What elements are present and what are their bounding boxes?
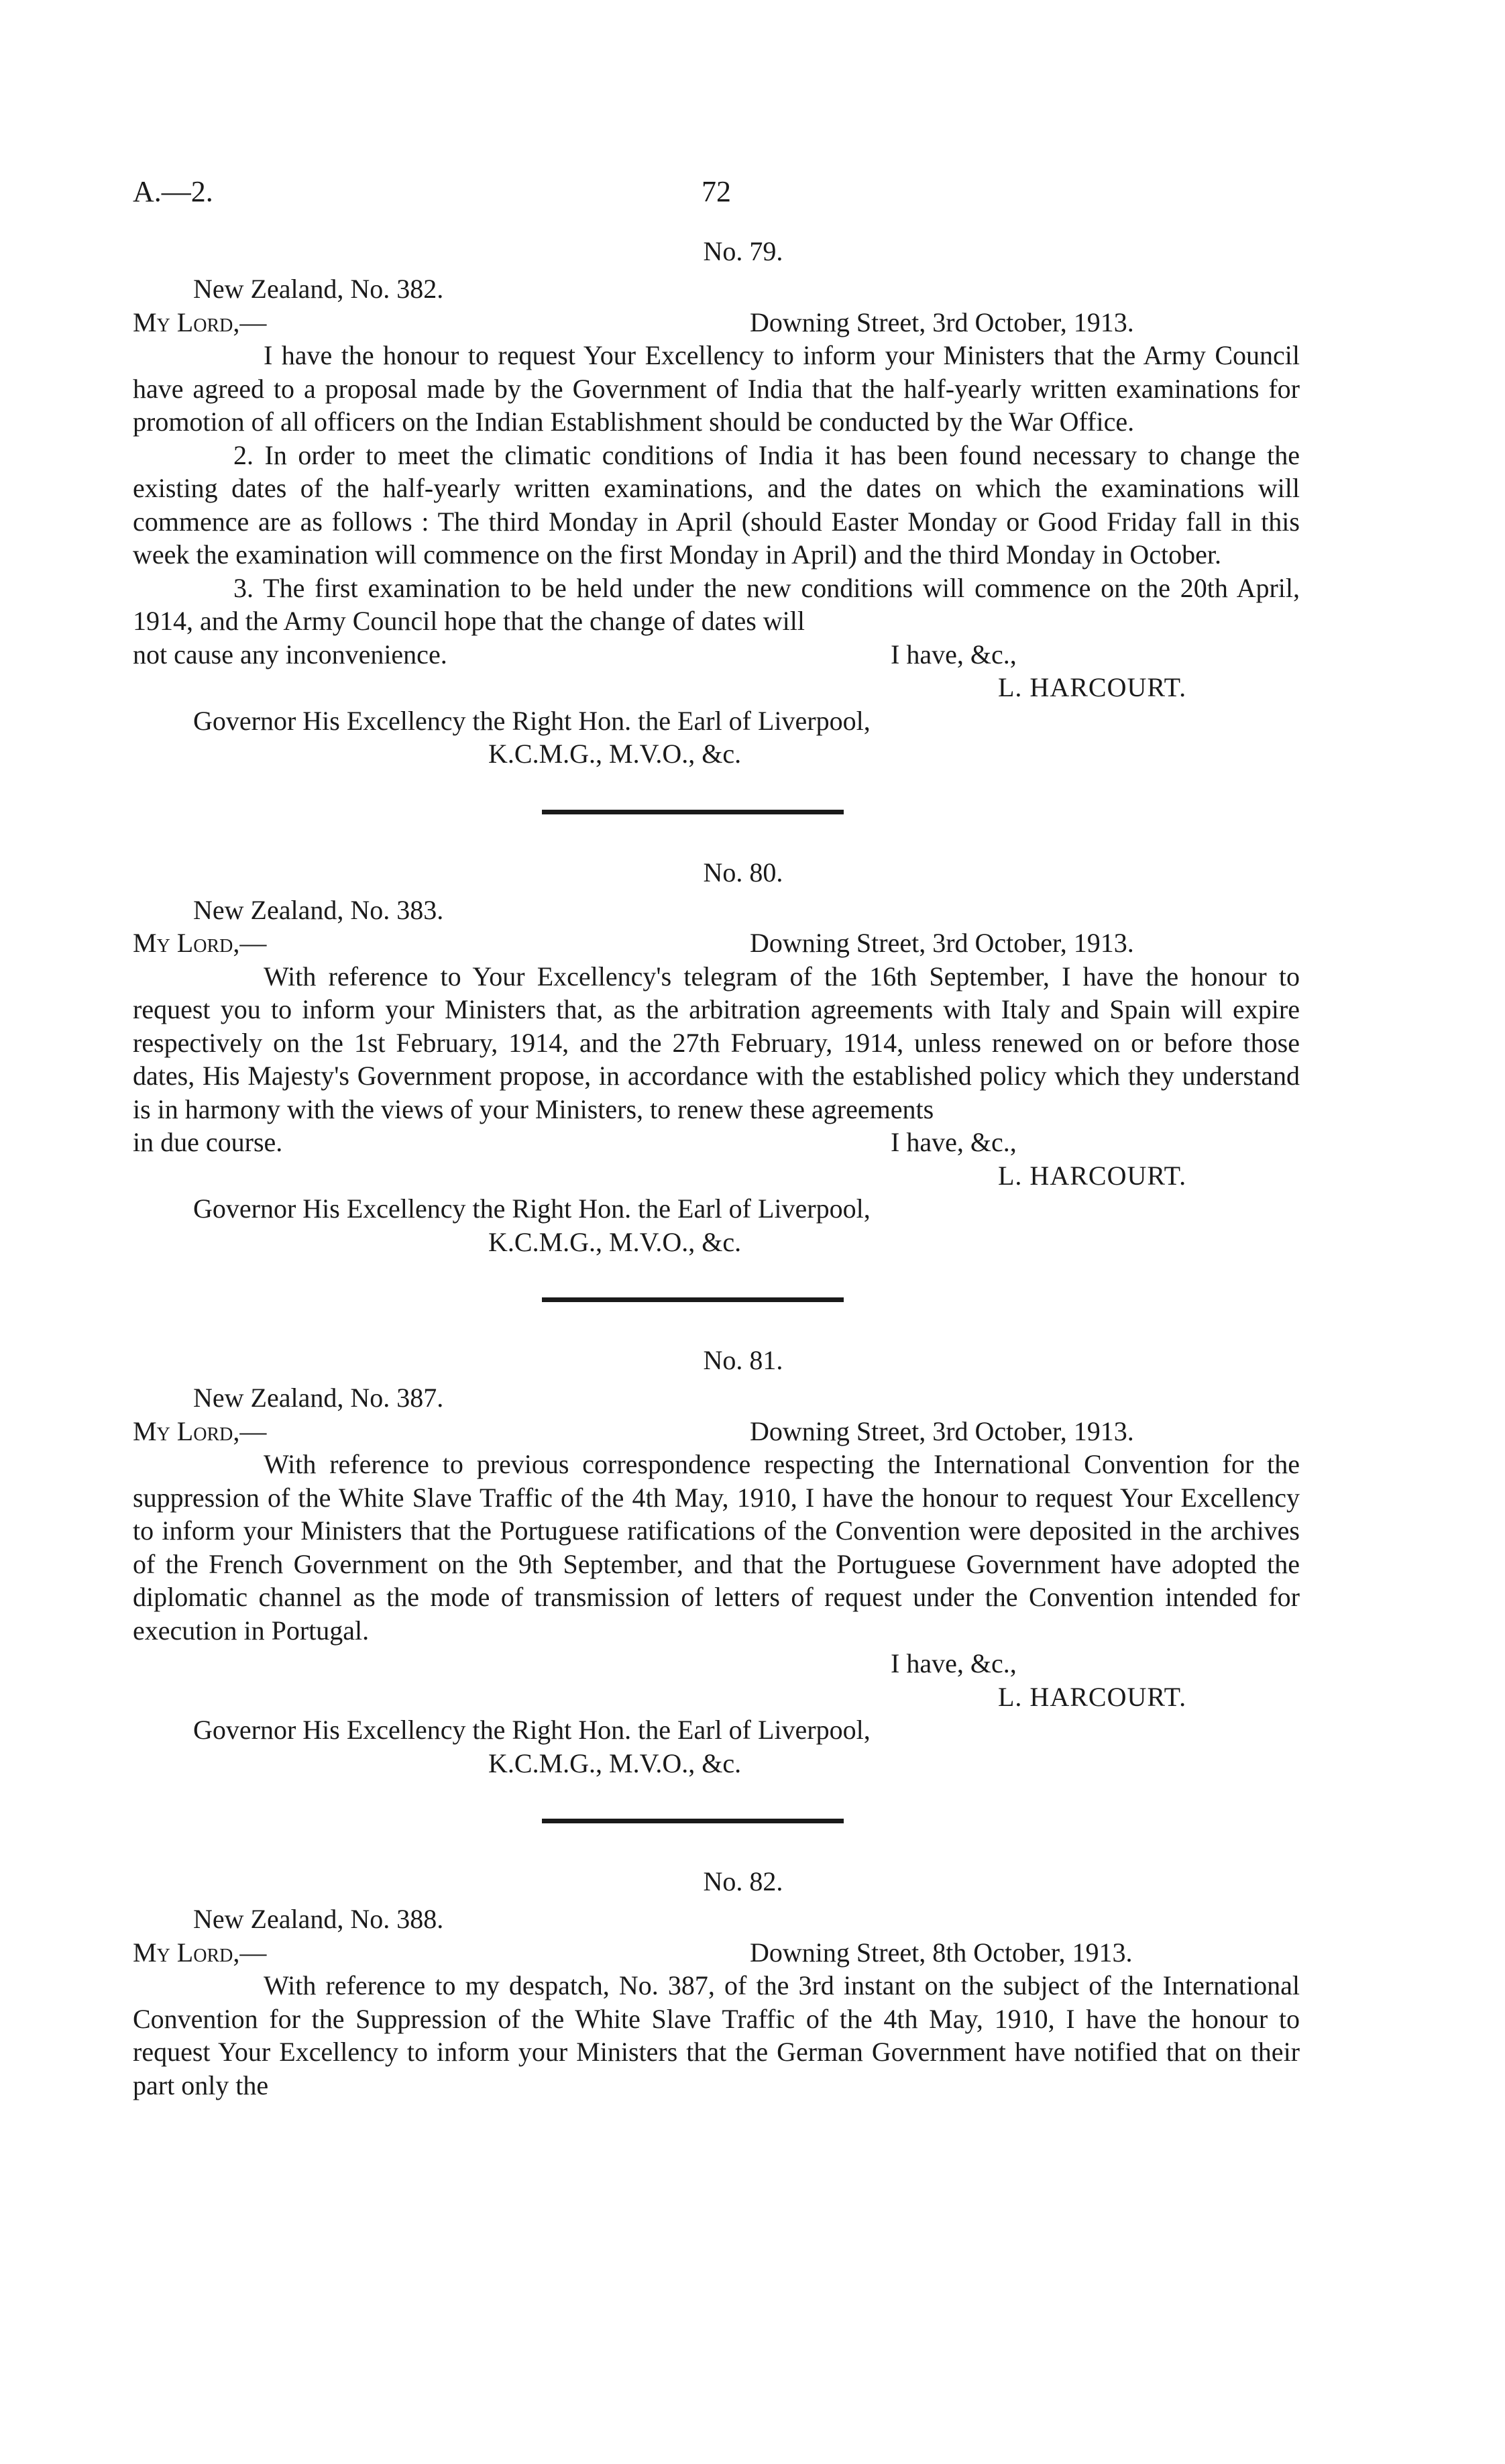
section-divider xyxy=(542,810,844,814)
paragraph: With reference to my despatch, No. 387, of the 3rd instant on the subject of the International Convention for the Suppression of the White Slave Traffic of the 4th May, 1910, I have the honour to request Your Excellency to inform your Ministers that the German Government have notified that on their part only the xyxy=(133,1970,1300,2100)
section-divider xyxy=(542,1297,844,1302)
page-number: 72 xyxy=(702,175,731,208)
paragraph: 3. The first examination to be held under the new conditions will commence on the 20th April, 1914, and the Army Council hope that the change of dates will xyxy=(133,572,1300,636)
letter-79 xyxy=(133,235,1300,771)
closing: I have, &c., xyxy=(891,639,1017,669)
paragraph: I have the honour to request Your Excellency to inform your Ministers that the Army Council have agreed to a proposal made by the Government of India that the half-yearly written examinations for promotion of all officers on the Indian Establishment should be conducted by the War Office. xyxy=(133,340,1300,437)
letter-81 xyxy=(133,1344,1300,1780)
addressee: Governor His Excellency the Right Hon. the Earl of Liverpool, xyxy=(193,705,871,736)
letter-number: No. 80. xyxy=(703,857,783,888)
dateline: Downing Street, 3rd October, 1913. xyxy=(750,307,1134,337)
addressee-honours: K.C.M.G., M.V.O., &c. xyxy=(488,739,742,769)
closing: I have, &c., xyxy=(891,1127,1017,1157)
dateline: Downing Street, 3rd October, 1913. xyxy=(750,928,1134,958)
dateline: Downing Street, 3rd October, 1913. xyxy=(750,1415,1134,1446)
paragraph-final-line: in due course. xyxy=(133,1127,283,1157)
addressee: Governor His Excellency the Right Hon. the Earl of Liverpool, xyxy=(193,1193,871,1224)
letter-number: No. 81. xyxy=(703,1345,783,1375)
letter-82 xyxy=(133,1865,1300,2102)
closing: I have, &c., xyxy=(891,1648,1017,1678)
document-reference: A.—2. xyxy=(133,175,213,208)
dateline: Downing Street, 8th October, 1913. xyxy=(750,1937,1133,1968)
salutation-row xyxy=(133,1415,1300,1448)
despatch-reference: New Zealand, No. 387. xyxy=(193,1383,444,1413)
section-divider xyxy=(542,1819,844,1823)
paragraph: With reference to previous correspondence respecting the International Convention for the suppression of the White Slave Traffic of the 4th May, 1910, I have the honour to request Your Excellency to inform your Ministers that the Portuguese ratifications of the Convention were deposited in the archives of the French Government on the 9th September, and that the Portuguese Government have adopted the diplomatic channel as the mode of transmission of letters of request under the Convention intended for execution in Portugal. xyxy=(133,1449,1300,1646)
salutation-row xyxy=(133,306,1300,339)
despatch-reference: New Zealand, No. 388. xyxy=(193,1904,444,1934)
addressee-honours: K.C.M.G., M.V.O., &c. xyxy=(488,1226,742,1257)
signature: L. HARCOURT. xyxy=(998,1160,1187,1191)
closing-row xyxy=(133,638,1300,672)
salutation: My Lord,— xyxy=(133,928,267,958)
document-body xyxy=(133,235,1300,2102)
despatch-reference: New Zealand, No. 382. xyxy=(193,274,444,304)
letter-number: No. 82. xyxy=(703,1866,783,1896)
letter-number: No. 79. xyxy=(703,236,783,266)
signature: L. HARCOURT. xyxy=(998,672,1187,702)
salutation-row xyxy=(133,926,1300,960)
signature: L. HARCOURT. xyxy=(998,1681,1187,1712)
paragraph: 2. In order to meet the climatic conditions of India it has been found necessary to change the existing dates of the half-yearly written examinations, and the dates on which the examinations will commence are as follows : The third Monday in April (should Easter Monday or Good Friday fall in this week the examination will commence on the first Monday in April) and the third Monday in October. xyxy=(133,439,1300,570)
salutation-row xyxy=(133,1936,1300,1970)
salutation: My Lord,— xyxy=(133,307,267,337)
addressee: Governor His Excellency the Right Hon. the Earl of Liverpool, xyxy=(193,1715,871,1745)
closing-row xyxy=(133,1126,1300,1159)
salutation: My Lord,— xyxy=(133,1937,267,1968)
letter-80 xyxy=(133,856,1300,1259)
paragraph-final-line: not cause any inconvenience. xyxy=(133,639,447,669)
paragraph: With reference to Your Excellency's telegram of the 16th September, I have the honour to request you to inform your Ministers that, as the arbitration agreements with Italy and Spain will expire respectively on the 1st February, 1914, and the 27th February, 1914, unless renewed on or before those dates, His Majesty's Government propose, in accordance with the established policy which they understand is in harmony with the views of your Ministers, to renew these agreements xyxy=(133,961,1300,1124)
salutation: My Lord,— xyxy=(133,1415,267,1446)
addressee-honours: K.C.M.G., M.V.O., &c. xyxy=(488,1748,742,1778)
despatch-reference: New Zealand, No. 383. xyxy=(193,894,444,925)
